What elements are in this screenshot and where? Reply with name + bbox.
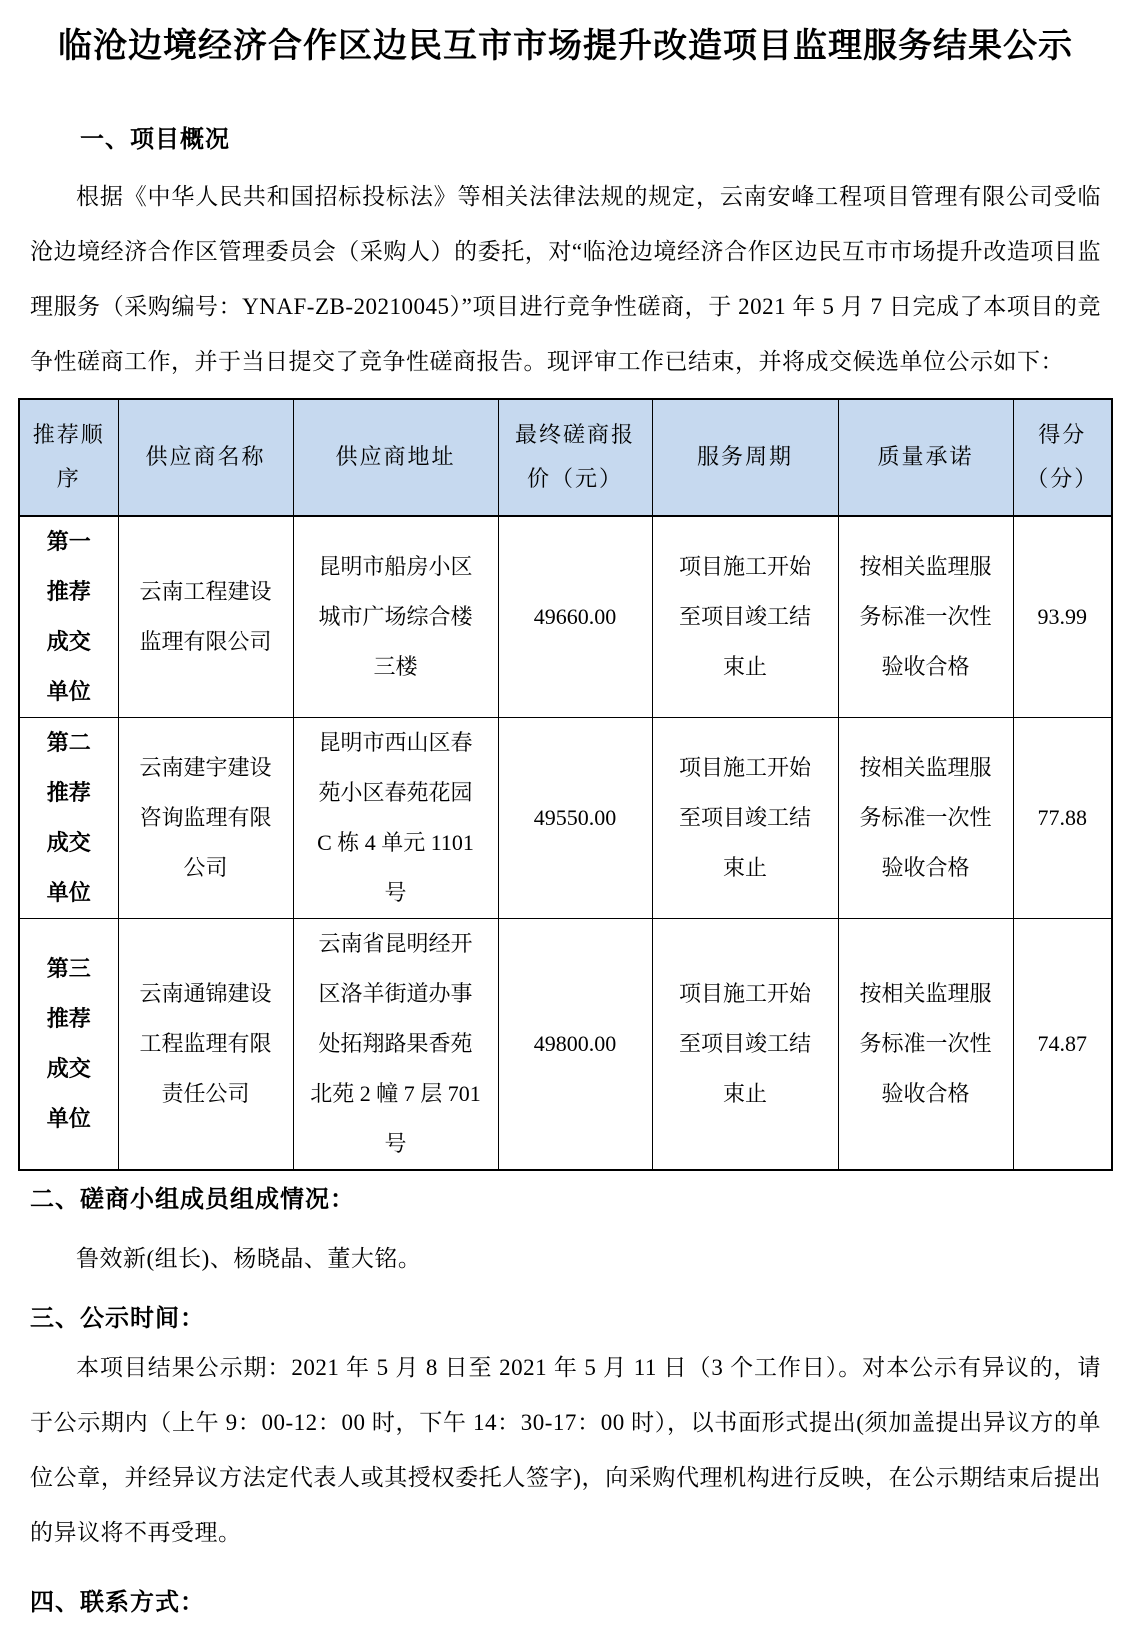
header-cell-period: 服务周期: [652, 399, 838, 516]
cell-order: 第三推荐成交单位: [19, 918, 118, 1170]
cell-address: 昆明市船房小区城市广场综合楼三楼: [293, 516, 498, 718]
cell-quality: 按相关监理服务标准一次性验收合格: [838, 516, 1013, 718]
section-publicity-heading: 三、公示时间：: [30, 1304, 205, 1332]
cell-score: 93.99: [1013, 516, 1112, 718]
cell-supplier: 云南工程建设监理有限公司: [118, 516, 293, 718]
cell-period: 项目施工开始至项目竣工结束止: [652, 516, 838, 718]
table-row-third-candidate: [19, 918, 1112, 1170]
cell-price: 49800.00: [498, 918, 652, 1170]
cell-order: 第二推荐成交单位: [19, 717, 118, 918]
cell-supplier: 云南建宇建设咨询监理有限公司: [118, 717, 293, 918]
cell-score: 74.87: [1013, 918, 1112, 1170]
section-panel-heading: 二、磋商小组成员组成情况：: [30, 1185, 355, 1213]
cell-price: 49550.00: [498, 717, 652, 918]
section-contact-heading: 四、联系方式：: [30, 1589, 205, 1617]
candidate-results-table: [18, 398, 1113, 1171]
cell-quality: 按相关监理服务标准一次性验收合格: [838, 717, 1013, 918]
cell-address: 云南省昆明经开区洛羊街道办事处拓翔路果香苑北苑 2 幢 7 层 701 号: [293, 918, 498, 1170]
panel-members: 鲁效新(组长)、杨晓晶、董大铭。: [76, 1245, 422, 1271]
cell-quality: 按相关监理服务标准一次性验收合格: [838, 918, 1013, 1170]
document-title: 临沧边境经济合作区边民互市市场提升改造项目监理服务结果公示: [58, 27, 1073, 65]
header-cell-order: 推荐顺序: [19, 399, 118, 516]
table-row-first-candidate: [19, 516, 1112, 718]
table-header-row: [19, 399, 1112, 516]
header-cell-quality: 质量承诺: [838, 399, 1013, 516]
header-cell-supplier: 供应商名称: [118, 399, 293, 516]
section-overview-heading: 一、项目概况: [80, 126, 230, 154]
table-row-second-candidate: [19, 717, 1112, 918]
cell-supplier: 云南通锦建设工程监理有限责任公司: [118, 918, 293, 1170]
cell-period: 项目施工开始至项目竣工结束止: [652, 918, 838, 1170]
cell-address: 昆明市西山区春苑小区春苑花园 C 栋 4 单元 1101 号: [293, 717, 498, 918]
cell-price: 49660.00: [498, 516, 652, 718]
overview-paragraph: 根据《中华人民共和国招标投标法》等相关法律法规的规定，云南安峰工程项目管理有限公司受临沧边境经济合作区管理委员会（采购人）的委托，对“临沧边境经济合作区边民互市市场提升改造项目监理服务（采购编号：YNAF-ZB-20210045）”项目进行竞争性磋商，于 2021 年 5 月 7 日完成了本项目的竞争性磋商工作，并于当日提交了竞争性磋商报告。现评审工作已结束，并将成交候选单位公示如下：: [30, 183, 1101, 374]
publicity-paragraph: 本项目结果公示期：2021 年 5 月 8 日至 2021 年 5 月 11 日（3 个工作日）。对本公示有异议的，请于公示期内（上午 9：00-12：00 时，下午 14：30-17：00 时），以书面形式提出(须加盖提出异议方的单位公章，并经异议方法定代表人或其授权委托人签字)，向采购代理机构进行反映，在公示期结束后提出的异议将不再受理。: [30, 1355, 1101, 1546]
cell-order: 第一推荐成交单位: [19, 516, 118, 718]
header-cell-address: 供应商地址: [293, 399, 498, 516]
cell-score: 77.88: [1013, 717, 1112, 918]
header-cell-price: 最终磋商报价（元）: [498, 399, 652, 516]
header-cell-score: 得分（分）: [1013, 399, 1112, 516]
cell-period: 项目施工开始至项目竣工结束止: [652, 717, 838, 918]
